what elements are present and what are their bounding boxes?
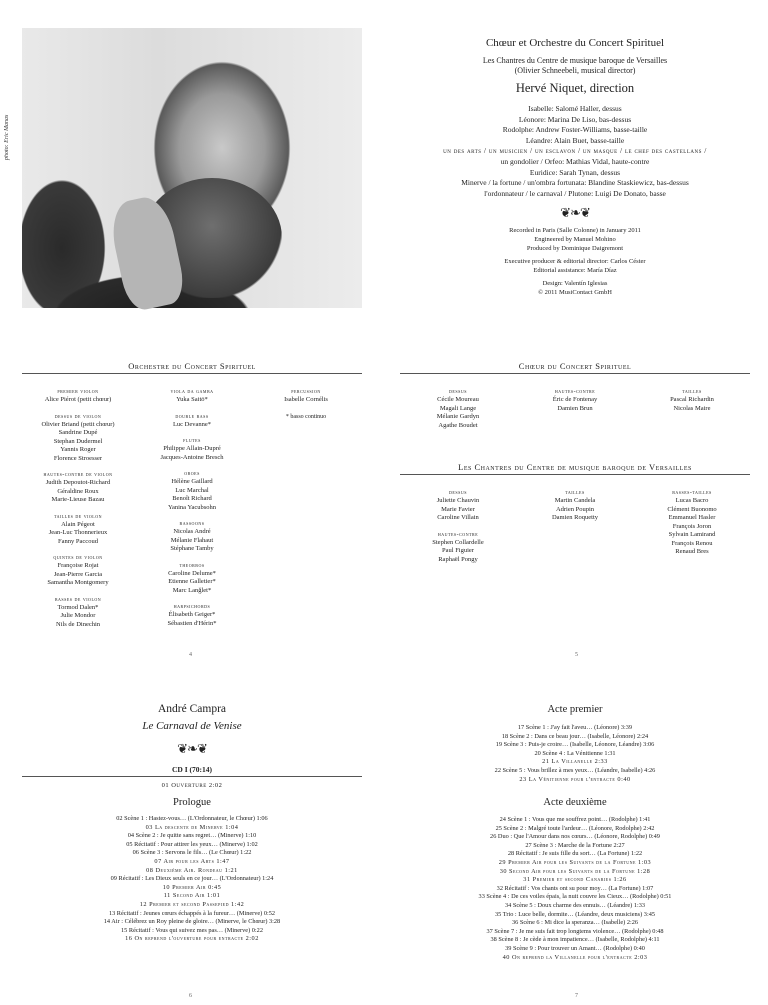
section-head: quintes de violon [53, 555, 103, 561]
section-head: dessus de violon [54, 413, 102, 420]
musician: Stéphane Tamby [170, 545, 214, 552]
exec-line: Executive producer & editorial director: Carlos Céster [504, 258, 646, 266]
recording-line: Recorded in Paris (Salle Colonne) in January 2011 [509, 227, 641, 235]
work-title: Le Carnaval de Venise [142, 720, 242, 732]
choir-col-tailles [634, 388, 750, 413]
track: 09 Récitatif : Les Dieux seuls en ce jour… (L'Ordonnateur) 1:24 [110, 875, 274, 883]
singer: Renaud Bres [675, 548, 709, 555]
section-head: tailles [682, 389, 702, 395]
recording-line: Engineered by Manuel Mohino [534, 235, 616, 243]
chantres-title: Les Chantres du Centre de musique baroque de Versailles [458, 462, 692, 472]
section-head: double bass [175, 413, 209, 420]
singer: Mélanie Gardyn [436, 413, 480, 420]
track: 04 Scène 2 : Je quitte sans regret… (Minerve) 1:10 [127, 832, 257, 840]
choir-col-hautes-contre [517, 388, 633, 413]
design-line: © 2011 MusiContact GmbH [538, 288, 612, 296]
track: 16 On reprend l'ouverture pour entracte 2:02 [125, 935, 259, 943]
section-head: oboes [184, 471, 200, 477]
musician: Sandrine Dupé [58, 429, 98, 436]
chantres-line: Les Chantres du Centre de musique baroque de Versailles [482, 56, 668, 65]
section-head: flutes [183, 438, 201, 444]
track: 40 On reprend la Villanelle pour l'entracte 2:03 [502, 953, 648, 961]
section-head: harpsichords [173, 604, 211, 610]
track: 37 Scène 7 : Je me suis fait trop longtems violence… (Rodolphe) 0:48 [486, 927, 664, 935]
chantres-col-3 [634, 489, 750, 557]
track: 34 Scène 5 : Doux charme des ennuis… (Léandre) 1:33 [504, 901, 646, 909]
track: 03 La descente de Minerve 1:04 [145, 823, 239, 831]
musician: Julie Mondor [60, 612, 96, 619]
recording-info [400, 227, 750, 253]
musician: Caroline Delume* [168, 569, 216, 577]
exec-info [400, 258, 750, 275]
singer: Marie Favier [441, 505, 475, 513]
credits-panel [400, 36, 750, 298]
track: 29 Premier Air pour les Suivants de la Fortune 1:03 [498, 858, 652, 866]
musician: Judith Depoutot-Richard [45, 479, 111, 486]
chantres-director: (Olivier Schneebeli, musical director) [514, 66, 636, 75]
cast-line: un gondolier / Orfeo: Mathias Vidal, haute-contre [500, 156, 650, 166]
musician: Mélanie Flahaut [170, 536, 214, 544]
singer: Magali Lange [439, 404, 477, 412]
page-number: 6 [189, 993, 192, 999]
continuo-note: * basso continuo [285, 413, 327, 420]
cast-line: Léandre: Alain Buet, basse-taille [525, 135, 625, 145]
musician: Etienne Galletier* [168, 578, 216, 585]
section-head: tailles de violon [53, 513, 103, 520]
track: 06 Scène 3 : Servons le fils… (Le Chœur) 1:22 [132, 849, 252, 857]
singer: Nicolas Maire [673, 404, 711, 412]
musician: Benoît Richard [172, 495, 212, 502]
singer: Éric de Fontenay [552, 396, 598, 403]
track: 26 Duo : Que l'Amour dans nos cœurs… (Léonore, Rodolphe) 0:49 [490, 833, 660, 841]
work-header [22, 702, 362, 775]
singer: Agathe Boudet [438, 421, 478, 429]
section-head: hautes-contre de violon [43, 472, 113, 478]
orchestra-col-percussion [250, 388, 362, 421]
musician: Alain Pégeot [61, 520, 95, 528]
track: 02 Scène 1 : Hastez-vous… (L'Ordonnateur, le Chœur) 1:06 [116, 815, 268, 822]
singer: Juliette Chauvin [436, 497, 480, 504]
musician: Luc Devanne* [172, 420, 212, 428]
section-head: percussion [291, 389, 321, 395]
chantres-col-2 [517, 489, 633, 523]
musician: Yuka Saitō* [176, 396, 208, 403]
chantres-col-1 [400, 489, 516, 564]
prologue-title: Prologue [173, 797, 211, 808]
act1-tracklist [400, 724, 750, 784]
track: 22 Scène 5 : Vous brillez à mes yeux… (Léandre, Isabelle) 4:26 [494, 766, 656, 774]
section-head: basses de violon [54, 596, 102, 603]
track: 08 Deuxième Air. Rondeau 1:21 [146, 866, 238, 874]
track: 19 Scène 3 : Puis-je croire… (Isabelle, Léonore, Léandre) 3:06 [495, 741, 655, 749]
musician: Alice Piérot (petit chœur) [44, 396, 112, 403]
cast-line: un des arts / un musicien / un esclavon / un masque / le chef des castellans / [443, 146, 707, 156]
choir-col-dessus [400, 388, 516, 430]
cast-line: Léonore: Marina De Liso, bas-dessus [518, 114, 632, 124]
track: 27 Scène 3 : Marche de la Fortune 2:27 [525, 841, 625, 849]
page-number: 5 [575, 652, 578, 658]
track: 35 Trio : Luce belle, dormite… (Léandre, deux musiciens) 3:45 [494, 910, 655, 918]
track: 23 La Vénitienne pour l'entracte 0:40 [519, 775, 631, 783]
section-head: basses-tailles [672, 490, 712, 496]
track: 13 Récitatif : Jeunes cœurs échappés à la fureur… (Minerve) 0:52 [108, 909, 276, 917]
section-head: dessus [449, 389, 467, 395]
track: 38 Scène 8 : Je cède à mon impatience… (Isabelle, Rodolphe) 4:11 [490, 936, 660, 944]
choir-title: Chœur et Orchestre du Concert Spirituel [485, 37, 665, 49]
singer: Paul Figuier [442, 547, 474, 554]
singer: Cécile Moureau [437, 396, 479, 403]
composer-name: André Campra [157, 703, 227, 715]
section-head: hautes-contre [554, 389, 596, 395]
singer: Lucas Bacro [675, 497, 709, 504]
act2-tracklist [400, 816, 750, 962]
musician: Luc Marchal [175, 486, 209, 494]
track: 33 Scène 4 : De ces voiles épais, la nuit couvre les Cieux… (Rodolphe) 0:51 [478, 893, 672, 901]
conductor-name: Hervé Niquet, direction [515, 81, 635, 95]
singer: Sylvain Lamirand [668, 531, 716, 538]
track: 14 Air : Célébrez un Roy pleine de gloire… (Minerve, le Chœur) 3:28 [103, 918, 281, 926]
musician: Marc Lanğlet* [172, 586, 212, 594]
section-head: viola da gamba [170, 389, 214, 395]
track: 20 Scène 4 : La Vénitienne 1:31 [534, 749, 616, 757]
section-head: dessus [449, 490, 467, 496]
track: 21 La Villanelle 2:33 [542, 758, 608, 766]
track: 18 Scène 2 : Dans ce beau jour… (Isabelle, Léonore) 2:24 [501, 732, 649, 740]
section-head: bassoons [179, 521, 205, 527]
track: 32 Récitatif : Vos chants ont su pour moy… (La Fortune) 1:07 [496, 884, 654, 892]
cast-list [400, 104, 750, 199]
musician: Isabelle Cornélis [284, 396, 328, 403]
track: 36 Scène 6 : Mi dice la speranza… (Isabelle) 2:26 [511, 919, 639, 927]
track: 30 Second Air pour les Suivants de la Fortune 1:28 [499, 867, 651, 875]
orchestra-title: Orchestre du Concert Spirituel [128, 361, 256, 371]
track: 07 Air pour les Arts 1:47 [154, 857, 230, 865]
orchestra-rule [22, 373, 362, 374]
singer: Emmanuel Hasler [668, 514, 716, 521]
track: 25 Scène 2 : Malgré toute l'ardeur… (Léonore, Rodolphe) 2:42 [495, 824, 655, 832]
track: 31 Premier et second Canaries 1:26 [523, 876, 627, 884]
musician: Jean-Luc Thonnerieux [48, 529, 108, 536]
musician: Sébastien d'Hérin* [167, 619, 217, 627]
cast-line: l'ordonnateur / le carnaval / Plutone: Luigi De Donato, basse [484, 188, 666, 198]
track: 11 Second Air 1:01 [163, 892, 221, 900]
ornament-icon: ❦❧❦ [560, 205, 590, 221]
act2-title: Acte deuxième [543, 797, 607, 808]
track: 05 Récitatif : Pour attirer les yeux… (Minerve) 1:02 [126, 840, 258, 848]
orchestra-col-winds [136, 388, 248, 628]
singer: Pascal Richardin [670, 396, 714, 403]
page-number: 7 [575, 993, 578, 999]
singer: Damien Brun [557, 404, 593, 412]
musician: Jean-Pierre Garcia [53, 570, 103, 578]
orchestra-col-strings [22, 388, 134, 629]
musician: Hélène Gaillard [171, 478, 213, 485]
design-line: Design: Valentín Iglesias [542, 280, 608, 288]
singer: Stephen Collardelle [432, 538, 484, 546]
cast-line: Minerve / la fortune / un'ombra fortunata: Blandine Staskiewicz, bas-dessus [461, 178, 689, 188]
singer: Adrien Poupin [555, 505, 595, 513]
choir-rule [400, 373, 750, 374]
overture-track: 01 Ouverture 2:02 [161, 782, 223, 789]
singer: Raphaël Pongy [438, 555, 478, 563]
exec-line: Editorial assistance: María Díaz [533, 266, 617, 274]
chantres-rule [400, 474, 750, 475]
track: 39 Scène 9 : Pour trouver un Amant… (Rodolphe) 0:40 [505, 944, 645, 952]
musician: Françoise Rojat [57, 562, 99, 569]
section-head: premier violon [57, 389, 99, 395]
musician: Olivier Briand (petit chœur) [41, 420, 115, 428]
musician: Philippe Allain-Dupré [163, 445, 221, 452]
musician: Stephan Dudermel [53, 437, 103, 445]
singer: Martin Candela [554, 497, 596, 504]
cast-line: Isabelle: Salomé Haller, dessus [528, 104, 622, 113]
singer: Clément Buonomo [667, 505, 717, 513]
musician: Florence Stroesser [53, 454, 103, 462]
track: 12 Premier et second Passepied 1:42 [139, 900, 245, 908]
singer: François Joron [672, 522, 712, 530]
track: 24 Scène 1 : Vous que me souffrez point… (Rodolphe) 1:41 [499, 816, 651, 823]
singer: Damien Roquetty [551, 514, 599, 521]
musician: Géraldine Roux [57, 487, 99, 495]
singer: François Renou [671, 539, 713, 547]
musician: Jacques-Antoine Bresch [160, 453, 224, 461]
musician: Yanina Yacubsohn [167, 503, 217, 511]
ornament-icon: ❦❧❦ [177, 741, 207, 756]
singer: Caroline Villain [437, 514, 479, 521]
act1-title: Acte premier [547, 704, 603, 715]
cast-line: Rodolphe: Andrew Foster-Williams, basse-taille [502, 125, 648, 135]
section-head: hautes-contre [437, 531, 479, 538]
musician: Yannis Roger [60, 446, 96, 453]
section-head: tailles [565, 490, 585, 496]
track: 28 Récitatif : Je suis fille du sort… (La Fortune) 1:22 [507, 850, 643, 858]
track: 10 Premier Air 0:45 [162, 883, 222, 891]
design-info [400, 280, 750, 297]
musician: Élisabeth Geiger* [168, 611, 216, 618]
musician: Nicolas André [173, 528, 211, 535]
musician: Samantha Montgomery [47, 579, 109, 586]
recording-line: Produced by Dominique Daigremont [526, 244, 624, 252]
track: 15 Récitatif : Vous qui suivez mes pas… (Minerve) 0:22 [121, 926, 263, 934]
conductor-portrait [22, 28, 362, 308]
musician: Tormod Dalen* [57, 603, 99, 611]
section-head: theorbos [179, 562, 205, 569]
musician: Nils de Dinechin [55, 620, 101, 628]
cd-label: CD I (70:14) [172, 765, 212, 774]
cd-rule [22, 776, 362, 777]
musician: Marie-Lieuse Bazau [51, 496, 105, 503]
cast-line: Euridice: Sarah Tynan, dessus [529, 167, 621, 177]
prologue-tracklist [22, 815, 362, 944]
track: 17 Scène 1 : J'ay fait l'aveu… (Léonore) 3:39 [517, 724, 633, 731]
choir-section-title: Chœur du Concert Spirituel [518, 361, 632, 371]
musician: Fanny Paccoud [58, 537, 98, 545]
photo-credit: photo: Eric Manas [4, 114, 10, 160]
page-number: 4 [189, 652, 192, 658]
